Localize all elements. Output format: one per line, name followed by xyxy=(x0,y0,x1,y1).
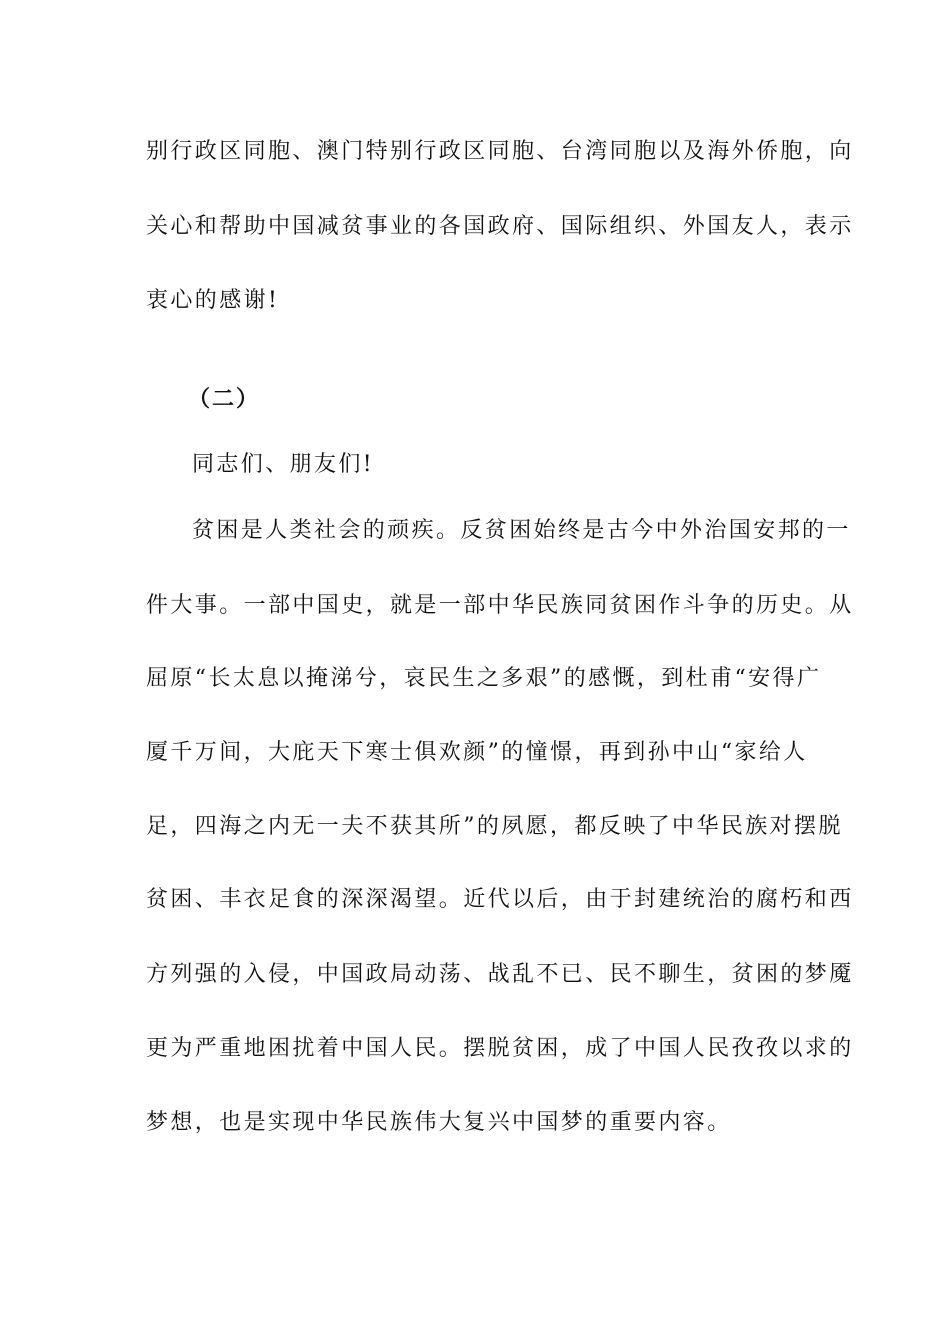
text-line: 屈原“长太息以掩涕兮，哀民生之多艰”的感慨，到杜甫“安得广 xyxy=(146,666,822,691)
text-line: 关心和帮助中国减贫事业的各国政府、国际组织、外国友人，表示 xyxy=(146,214,854,239)
text-line: 别行政区同胞、澳门特别行政区同胞、台湾同胞以及海外侨胞，向 xyxy=(146,139,854,164)
text-line: 厦千万间，大庇天下寒士俱欢颜”的憧憬，再到孙中山“家给人 xyxy=(146,740,808,765)
text-line: 衷心的感谢! xyxy=(146,288,280,313)
text-line: 贫困是人类社会的顽疾。反贫困始终是古今中外治国安邦的一 xyxy=(192,518,851,543)
text-line: 件大事。一部中国史，就是一部中华民族同贫困作斗争的历史。从 xyxy=(146,593,854,618)
text-line: 方列强的入侵，中国政局动荡、战乱不已、民不聊生，贫困的梦魇 xyxy=(146,962,854,987)
text-line: 贫困、丰衣足食的深深渴望。近代以后，由于封建统治的腐朽和西 xyxy=(146,887,854,912)
text-line: 梦想，也是实现中华民族伟大复兴中国梦的重要内容。 xyxy=(146,1110,732,1135)
salutation: 同志们、朋友们! xyxy=(192,452,375,477)
section-heading: （二） xyxy=(188,386,261,412)
text-line: 足，四海之内无一夫不获其所”的夙愿，都反映了中华民族对摆脱 xyxy=(146,814,843,839)
text-line: 更为严重地困扰着中国人民。摆脱贫困，成了中国人民孜孜以求的 xyxy=(146,1036,854,1061)
